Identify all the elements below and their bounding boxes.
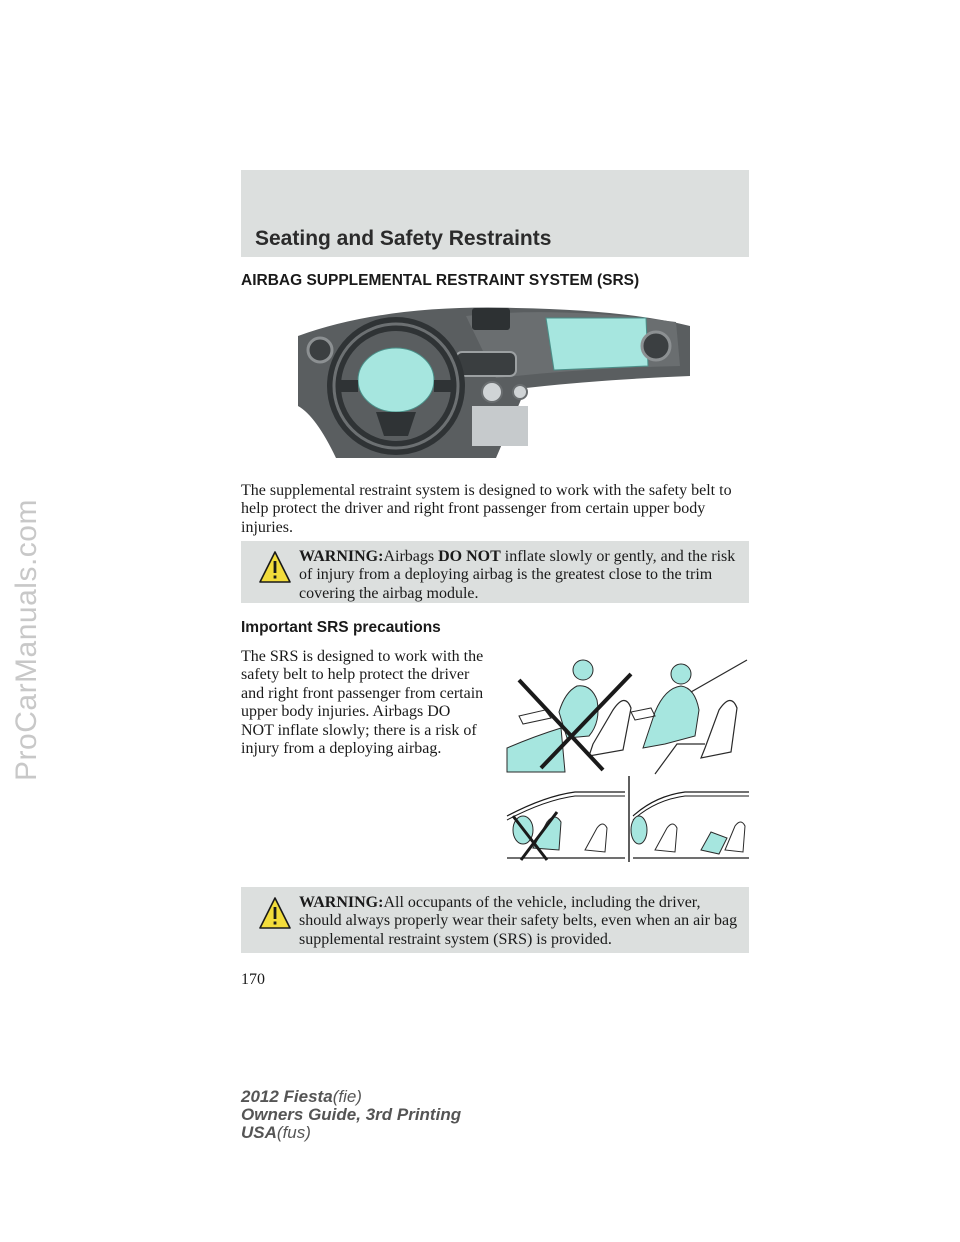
footer-market: USA — [241, 1123, 277, 1142]
occupant-position-illustration — [505, 652, 751, 776]
driver-airbag-area — [358, 348, 434, 412]
vehicle-airbag-illustration — [505, 776, 751, 862]
watermark-text: ProCarManuals.com — [10, 499, 43, 781]
warning-1-emphasis: DO NOT — [438, 548, 501, 565]
footer-market-code: (fus) — [276, 1123, 311, 1142]
footer-model: 2012 Fiesta — [241, 1087, 333, 1106]
side-watermark — [4, 430, 50, 850]
warning-box-2 — [241, 887, 749, 953]
warning-2-text — [249, 894, 741, 949]
warning-2-body: All occupants of the vehicle, including the driver, should always properly wear their safety belts, even when an air bag supplemental restraint system (SRS) is provided. — [299, 894, 738, 948]
footer-line-3 — [241, 1124, 461, 1142]
warning-1-body: inflate slowly or gently, and the risk of injury from a deploying airbag is the greatest close to the trim covering the airbag module. — [299, 548, 736, 602]
warning-box-1 — [241, 541, 749, 603]
footer-line-2: Owners Guide, 3rd Printing — [241, 1105, 462, 1124]
warning-triangle-icon — [259, 896, 299, 932]
heading-srs-precautions: Important SRS precautions — [241, 619, 441, 636]
precautions-paragraph: The SRS is designed to work with the safety belt to help protect the driver and right front passenger from certain upper body injuries. Airbags DO NOT inflate slowly; there is a risk of injury from a deploying airbag. — [241, 648, 484, 758]
footer — [241, 1088, 461, 1142]
page-number: 170 — [241, 971, 265, 988]
footer-line-1 — [241, 1088, 461, 1106]
warning-1-label: WARNING: — [299, 548, 384, 565]
dashboard-airbag-illustration — [296, 296, 692, 458]
footer-model-code: (fie) — [332, 1087, 362, 1106]
intro-paragraph: The supplemental restraint system is designed to work with the safety belt to help protect the driver and right front passenger from certain upper body injuries. — [241, 482, 732, 536]
warning-triangle-icon — [259, 550, 299, 586]
warning-2-label: WARNING: — [299, 894, 384, 911]
passenger-airbag-area — [546, 318, 648, 370]
section-header — [241, 170, 749, 257]
heading-airbag-srs: AIRBAG SUPPLEMENTAL RESTRAINT SYSTEM (SRS) — [241, 272, 640, 289]
warning-1-pre: Airbags — [383, 548, 439, 565]
warning-1-text — [249, 548, 741, 603]
section-title: Seating and Safety Restraints — [255, 227, 552, 250]
